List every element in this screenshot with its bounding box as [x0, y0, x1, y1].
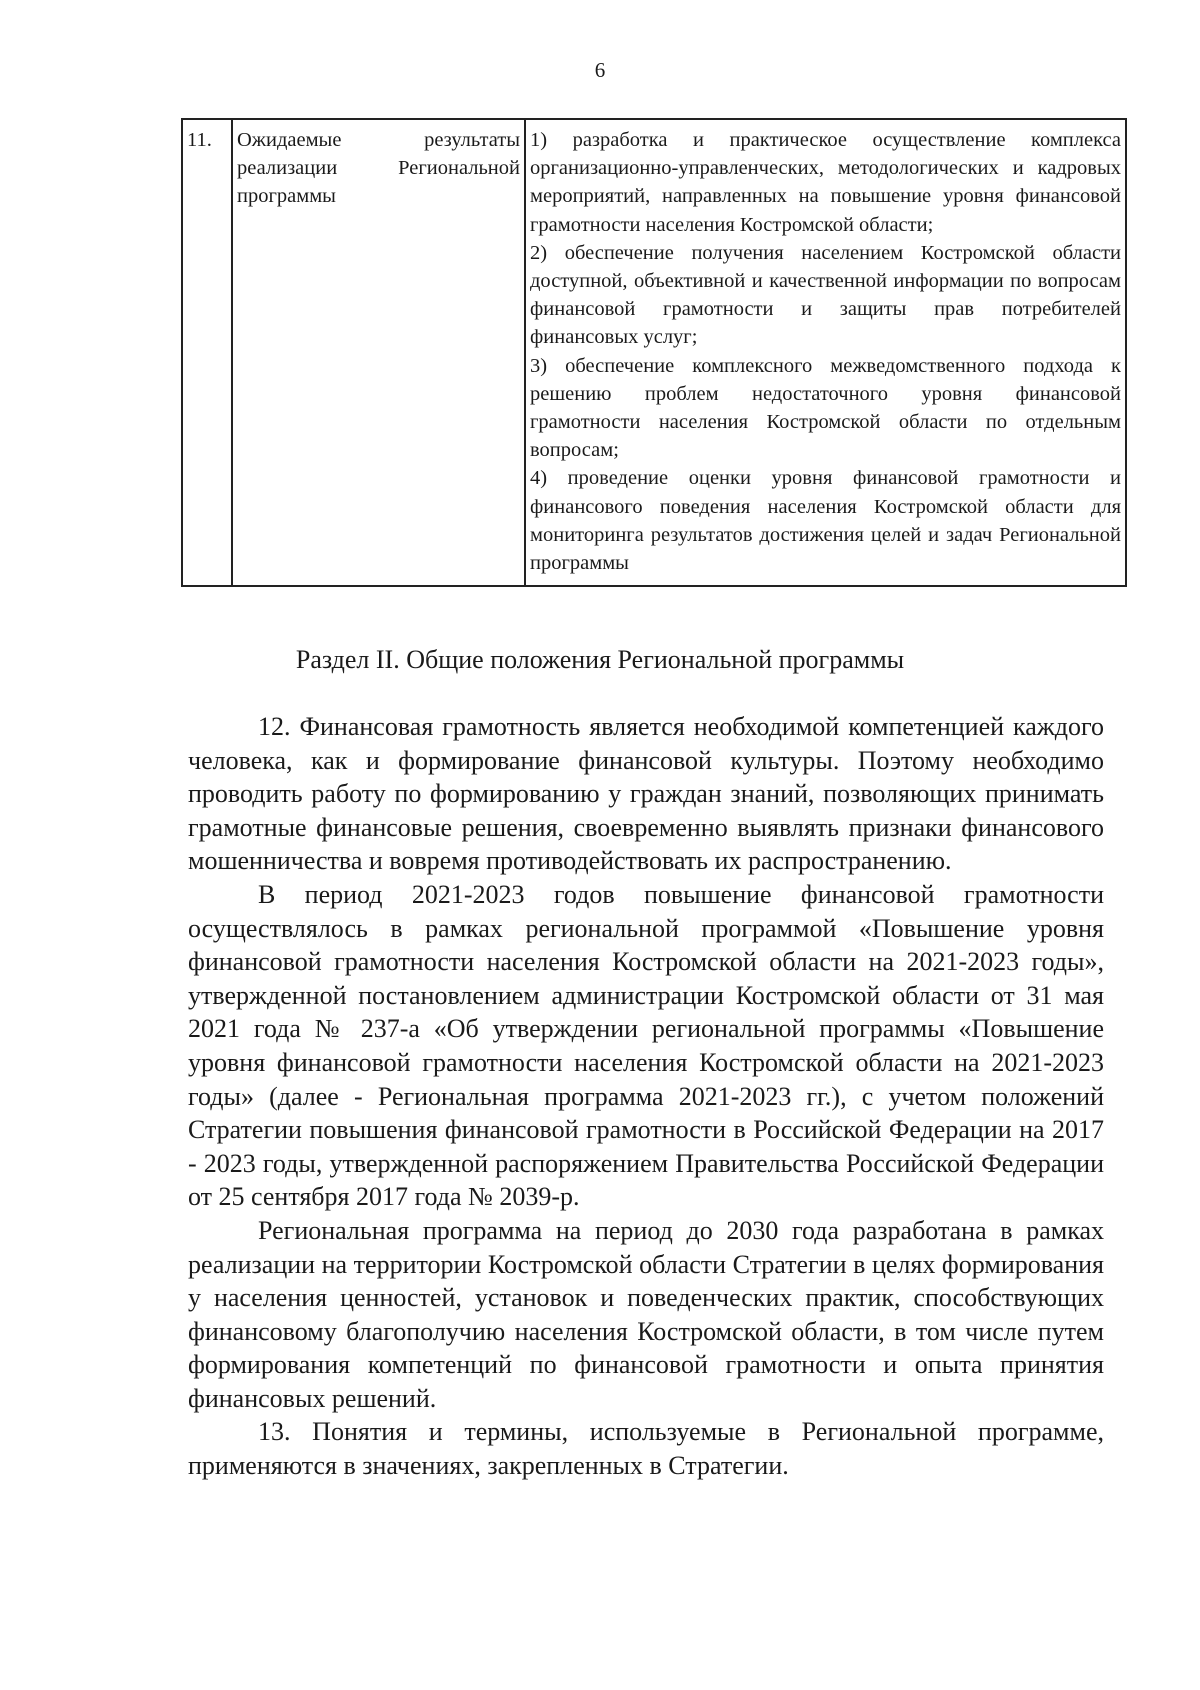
paragraph: В период 2021-2023 годов повышение финансовой грамотности осуществлялось в рамках региональной программой «Повышение уровня финансовой грамотности населения Костромской области на 2021-2023 годы», утвержденной постановлением администрации Костромской области от 31 мая 2021 года № 237-а «Об утверждении региональной программы «Повышение уровня финансовой грамотности населения Костромской области на 2021-2023 годы» (далее - Региональная программа 2021-2023 гг.), с учетом положений Стратегии повышения финансовой грамотности в Российской Федерации на 2017 - 2023 годы, утвержденной распоряжением Правительства Российской Федерации от 25 сентября 2017 года № 2039-р.: [188, 879, 1104, 1212]
result-item: 2) обеспечение получения населением Костромской области доступной, объективной и качественной информации по вопросам финансовой грамотности и защиты прав потребителей финансовых услуг;: [530, 241, 1121, 349]
paragraph: 12. Финансовая грамотность является необходимой компетенцией каждого человека, как и формирование финансовой культуры. Поэтому необходимо проводить работу по формированию у граждан знаний, позволяющих принимать грамотные финансовые решения, своевременно выявлять признаки финансового мошенничества и вовремя противодействовать их распространению.: [188, 712, 1104, 876]
row-number: 11.: [182, 119, 232, 586]
result-item: 3) обеспечение комплексного межведомственного подхода к решению проблем недостаточного уровня финансовой грамотности населения Костромской области по отдельным вопросам;: [530, 354, 1121, 462]
row-name: Ожидаемые результаты реализации Региональной программы: [232, 119, 525, 586]
section-heading: Раздел II. Общие положения Региональной программы: [295, 645, 905, 674]
result-item: 1) разработка и практическое осуществление комплекса организационно-управленческих, методологических и кадровых мероприятий, направленных на повышение уровня финансовой грамотности населения Костромской области;: [530, 129, 1121, 236]
paragraph: 13. Понятия и термины, используемые в Региональной программе, применяются в значениях, закрепленных в Стратегии.: [188, 1417, 1104, 1481]
program-passport-table: [181, 118, 1127, 587]
table-row: [182, 119, 1126, 586]
page-number: 6: [594, 58, 606, 82]
result-item: 4) проведение оценки уровня финансовой грамотности и финансового поведения населения Костромской области для мониторинга результатов достижения целей и задач Региональной программы: [530, 467, 1121, 575]
body-text: [188, 710, 1104, 1483]
paragraph: Региональная программа на период до 2030 года разработана в рамках реализации на территории Костромской области Стратегии в целях формирования у населения ценностей, установок и поведенческих практик, способствующих финансовому благополучию населения Костромской области, в том числе путем формирования компетенций по финансовой грамотности и опыта принятия финансовых решений.: [188, 1215, 1104, 1413]
row-value: [525, 119, 1126, 586]
